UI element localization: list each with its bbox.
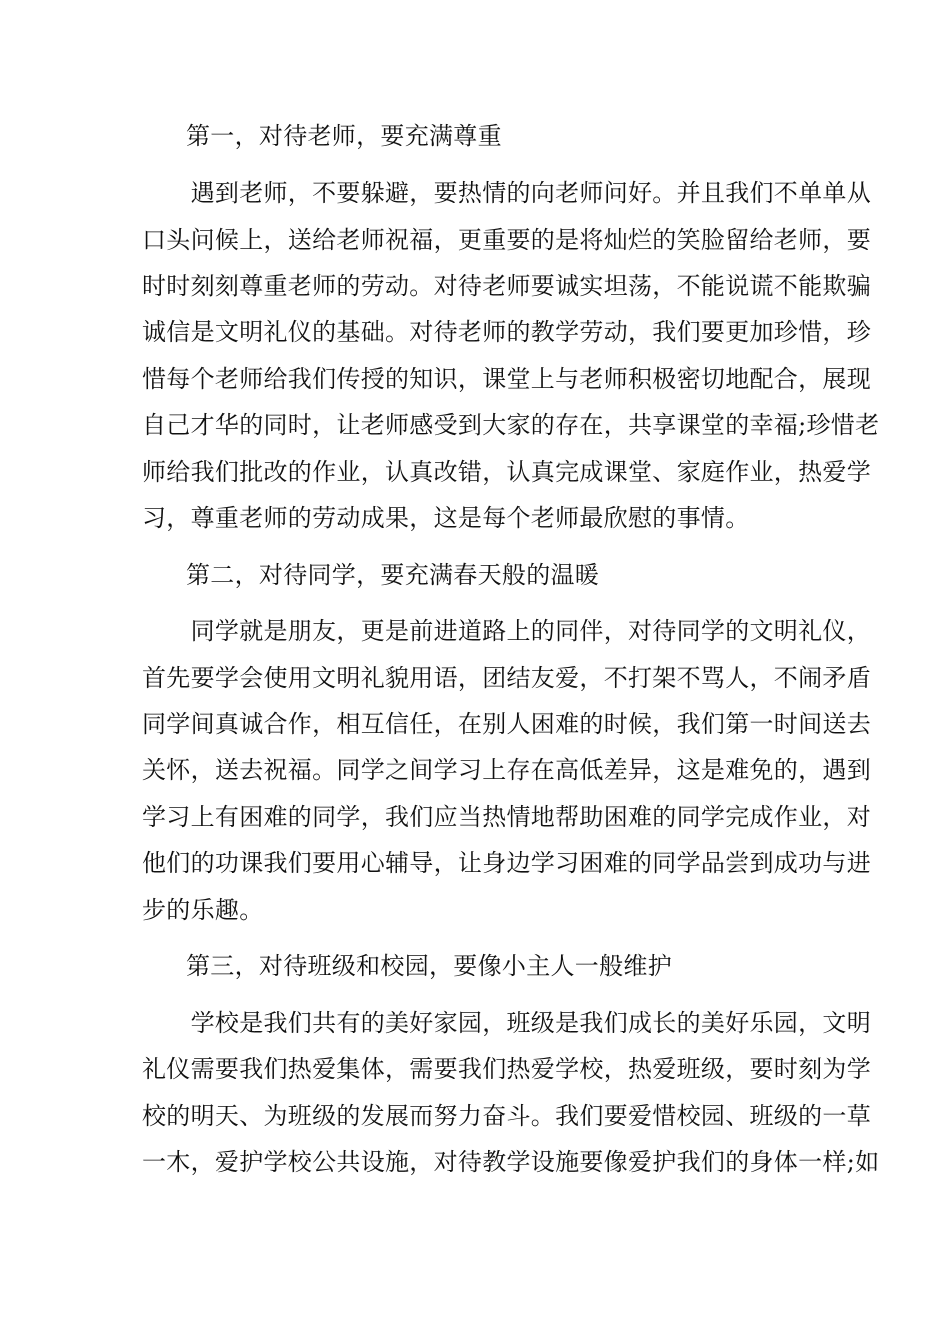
- paragraph-line: 师给我们批改的作业，认真改错，认真完成课堂、家庭作业，热爱学: [142, 458, 871, 486]
- paragraph-line: 自己才华的同时，让老师感受到大家的存在，共享课堂的幸福;珍惜老: [142, 411, 880, 439]
- paragraph-line: 惜每个老师给我们传授的知识，课堂上与老师积极密切地配合，展现: [142, 365, 871, 393]
- paragraph-line: 学习上有困难的同学，我们应当热情地帮助困难的同学完成作业，对: [142, 803, 871, 831]
- paragraph-line: 步的乐趣。: [142, 896, 264, 924]
- paragraph-line: 校的明天、为班级的发展而努力奋斗。我们要爱惜校园、班级的一草: [142, 1102, 871, 1130]
- paragraph-line: 礼仪需要我们热爱集体，需要我们热爱学校，热爱班级，要时刻为学: [142, 1055, 871, 1083]
- paragraph-line: 关怀，送去祝福。同学之间学习上存在高低差异，这是难免的，遇到: [142, 756, 871, 784]
- paragraph-line: 他们的功课我们要用心辅导，让身边学习困难的同学品尝到成功与进: [142, 849, 871, 877]
- section-heading: 第三，对待班级和校园，要像小主人一般维护: [186, 952, 672, 980]
- paragraph-line: 一木，爱护学校公共设施，对待教学设施要像爱护我们的身体一样;如: [142, 1148, 880, 1176]
- paragraph-line: 遇到老师，不要躲避，要热情的向老师问好。并且我们不单单从: [142, 179, 871, 207]
- paragraph-line: 时时刻刻尊重老师的劳动。对待老师要诚实坦荡，不能说谎不能欺骗: [142, 272, 871, 300]
- paragraph-line: 同学就是朋友，更是前进道路上的同伴，对待同学的文明礼仪，: [142, 617, 871, 645]
- paragraph-line: 诚信是文明礼仪的基础。对待老师的教学劳动，我们要更加珍惜，珍: [142, 318, 871, 346]
- paragraph-line: 学校是我们共有的美好家园，班级是我们成长的美好乐园，文明: [142, 1009, 871, 1037]
- paragraph-line: 习，尊重老师的劳动成果，这是每个老师最欣慰的事情。: [142, 504, 750, 532]
- section-heading: 第二，对待同学，要充满春天般的温暖: [186, 561, 600, 589]
- section-heading: 第一，对待老师，要充满尊重: [186, 122, 502, 150]
- paragraph-line: 首先要学会使用文明礼貌用语，团结友爱，不打架不骂人，不闹矛盾: [142, 664, 871, 692]
- paragraph-line: 口头问候上，送给老师祝福，更重要的是将灿烂的笑脸留给老师，要: [142, 226, 871, 254]
- paragraph-line: 同学间真诚合作，相互信任，在别人困难的时候，我们第一时间送去: [142, 710, 871, 738]
